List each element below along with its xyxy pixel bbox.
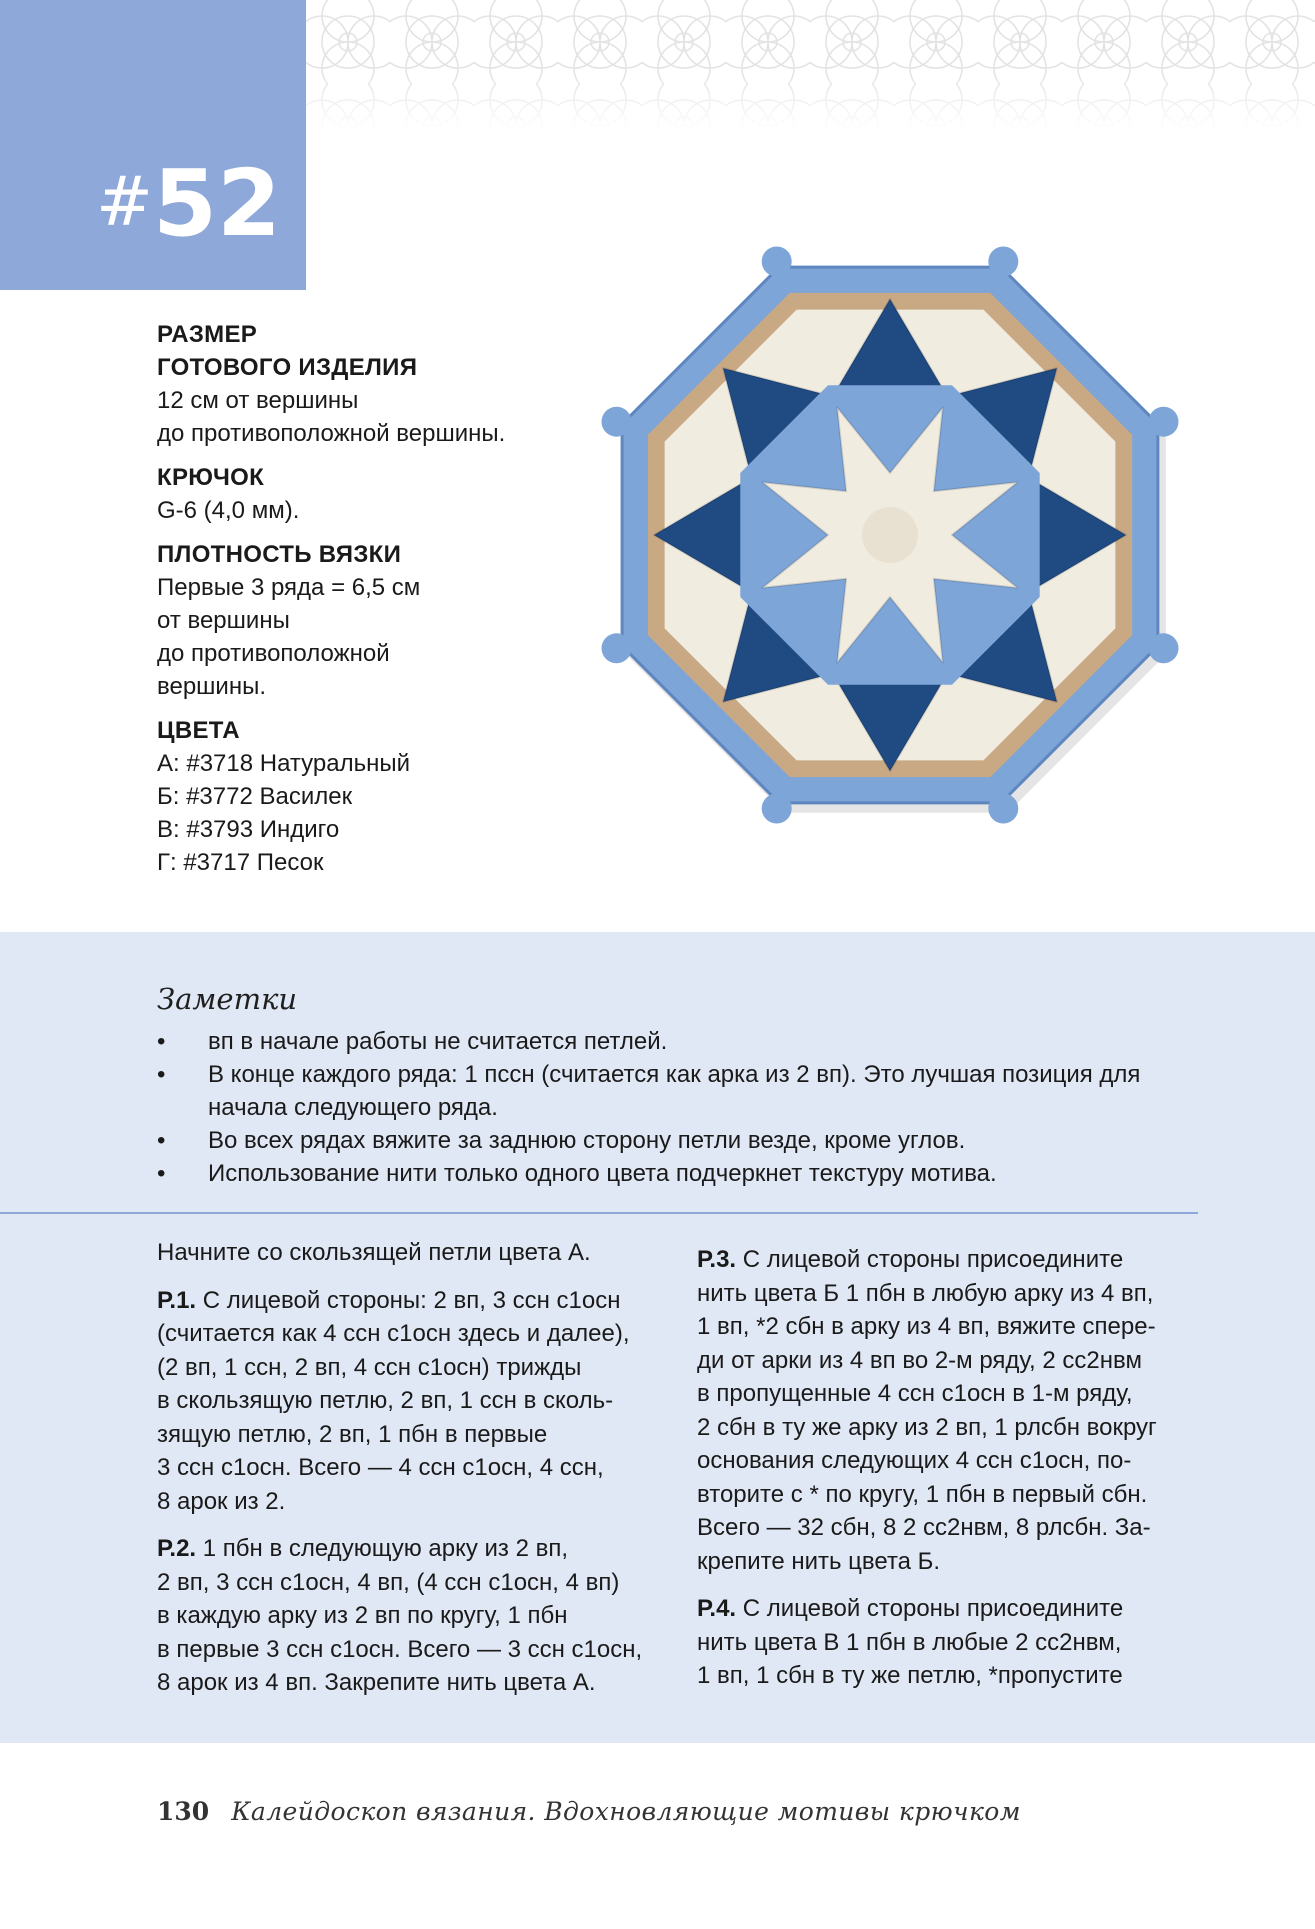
row-1-line: С лицевой стороны: 2 вп, 3 ссн с1осн <box>196 1286 621 1314</box>
pattern-number-box <box>0 0 306 290</box>
motif-corner-picot <box>1149 407 1179 437</box>
gauge-line: до противоположной <box>157 640 390 667</box>
size-heading-2: ГОТОВОГО ИЗДЕЛИЯ <box>157 354 418 381</box>
color-item: Г: #3717 Песок <box>157 849 324 876</box>
note-item <box>157 1124 1207 1157</box>
bullet-icon: • <box>157 1160 166 1187</box>
row-2-line: 8 арок из 4 вп. Закрепите нить цвета А. <box>157 1669 596 1696</box>
motif-corner-picot <box>988 794 1018 824</box>
motif-corner-picot <box>762 247 792 277</box>
book-title: Калейдоскоп вязания. Вдохновляющие мотивы крючком <box>231 1797 1021 1826</box>
row-1-line: зящую петлю, 2 вп, 1 пбн в первые <box>157 1420 548 1448</box>
colors-heading: ЦВЕТА <box>157 717 240 744</box>
gauge-line: вершины. <box>157 673 267 700</box>
row-3-line: Всего — 32 сбн, 8 2 сс2нвм, 8 рлсбн. За- <box>697 1514 1151 1541</box>
row-1-line: (2 вп, 1 ссн, 2 вп, 4 ссн с1осн) трижды <box>157 1353 582 1381</box>
notes-list <box>157 1025 1207 1190</box>
row-3-line: основания следующих 4 ссн с1осн, по- <box>697 1447 1132 1474</box>
note-item <box>157 1157 1207 1190</box>
row-3-label: Р.3. <box>697 1246 737 1273</box>
note-text: Использование нити только одного цвета подчеркнет текстуру мотива. <box>208 1160 997 1187</box>
gauge-heading: ПЛОТНОСТЬ ВЯЗКИ <box>157 541 402 568</box>
row-2-line: в первые 3 ссн с1осн. Всего — 3 ссн с1осн, <box>157 1635 643 1663</box>
row-2-line: 2 вп, 3 ссн с1осн, 4 вп, (4 ссн с1осн, 4 вп) <box>157 1568 620 1596</box>
row-2-line: в каждую арку из 2 вп по кругу, 1 пбн <box>157 1602 568 1629</box>
row-3-line: крепите нить цвета Б. <box>697 1547 941 1575</box>
motif-corner-picot <box>1149 633 1179 663</box>
size-line: 12 см от вершины <box>157 387 359 414</box>
gauge-line: Первые 3 ряда = 6,5 см <box>157 574 421 601</box>
note-item <box>157 1058 1207 1091</box>
instructions-left-column <box>157 1236 642 1700</box>
bullet-icon: • <box>157 1127 166 1154</box>
row-4-line: С лицевой стороны присоедините <box>736 1595 1124 1622</box>
motif-corner-picot <box>988 247 1018 277</box>
row-3-line: С лицевой стороны присоедините <box>736 1246 1124 1273</box>
size-heading-1: РАЗМЕР <box>157 321 258 348</box>
notes-title: Заметки <box>157 982 298 1016</box>
row-1-line: 3 ссн с1осн. Всего — 4 ссн с1осн, 4 ссн, <box>157 1454 604 1481</box>
pattern-number-digits: 52 <box>152 150 282 257</box>
row-4-paragraph <box>697 1592 1157 1693</box>
row-1-line: (считается как 4 ссн с1осн здесь и далее), <box>157 1320 630 1347</box>
row-2-paragraph <box>157 1532 642 1700</box>
decorative-lace-band <box>306 0 1315 130</box>
specs-block <box>157 318 577 879</box>
row-2-line: 1 пбн в следующую арку из 2 вп, <box>196 1535 569 1562</box>
color-item: Б: #3772 Василек <box>157 783 353 810</box>
color-item: А: #3718 Натуральный <box>157 750 411 777</box>
row-4-label: Р.4. <box>697 1595 737 1622</box>
row-3-line: нить цвета Б 1 пбн в любую арку из 4 вп, <box>697 1279 1154 1307</box>
size-line: до противоположной вершины. <box>157 420 506 447</box>
row-1-label: Р.1. <box>157 1286 197 1314</box>
hook-heading: КРЮЧОК <box>157 464 265 491</box>
note-text: вп в начале работы не считается петлей. <box>208 1028 668 1055</box>
note-item-continuation <box>157 1091 1207 1124</box>
note-text: В конце каждого ряда: 1 пссн (считается как арка из 2 вп). Это лучшая позиция для <box>208 1061 1141 1088</box>
note-item <box>157 1025 1207 1058</box>
bullet-icon: • <box>157 1061 166 1088</box>
pattern-number <box>96 150 282 257</box>
row-1-paragraph <box>157 1284 642 1519</box>
bullet-icon: • <box>157 1028 166 1055</box>
row-3-line: 2 сбн в ту же арку из 2 вп, 1 рлсбн вокруг <box>697 1413 1157 1441</box>
row-4-line: нить цвета В 1 пбн в любые 2 сс2нвм, <box>697 1628 1122 1656</box>
page-footer <box>157 1797 1021 1826</box>
motif-corner-picot <box>602 407 632 437</box>
crochet-motif-image <box>560 195 1220 875</box>
note-text: начала следующего ряда. <box>208 1094 498 1121</box>
row-3-paragraph <box>697 1243 1157 1578</box>
note-text: Во всех рядах вяжите за заднюю сторону петли везде, кроме углов. <box>208 1127 966 1154</box>
section-divider <box>0 1212 1198 1214</box>
row-4-line: 1 вп, 1 сбн в ту же петлю, *пропустите <box>697 1662 1123 1689</box>
row-3-line: 1 вп, *2 сбн в арку из 4 вп, вяжите спере- <box>697 1313 1156 1340</box>
pattern-number-hash: # <box>96 163 153 242</box>
motif-drawing <box>602 247 1179 824</box>
row-3-line: ди от арки из 4 вп во 2-м ряду, 2 сс2нвм <box>697 1346 1142 1374</box>
page-number: 130 <box>157 1797 210 1826</box>
intro-text: Начните со скользящей петли цвета А. <box>157 1239 591 1266</box>
row-1-line: 8 арок из 2. <box>157 1487 286 1515</box>
motif-corner-picot <box>602 633 632 663</box>
gauge-line: от вершины <box>157 607 290 634</box>
row-2-label: Р.2. <box>157 1535 197 1562</box>
hook-value: G-6 (4,0 мм). <box>157 497 300 524</box>
color-item: В: #3793 Индиго <box>157 816 340 843</box>
motif-corner-picot <box>762 794 792 824</box>
motif-center <box>862 507 918 563</box>
row-3-line: в пропущенные 4 ссн с1осн в 1-м ряду, <box>697 1380 1133 1407</box>
instructions-right-column <box>697 1243 1157 1693</box>
row-1-line: в скользящую петлю, 2 вп, 1 ссн в сколь- <box>157 1387 614 1414</box>
row-3-line: вторите с * по кругу, 1 пбн в первый сбн. <box>697 1480 1148 1508</box>
